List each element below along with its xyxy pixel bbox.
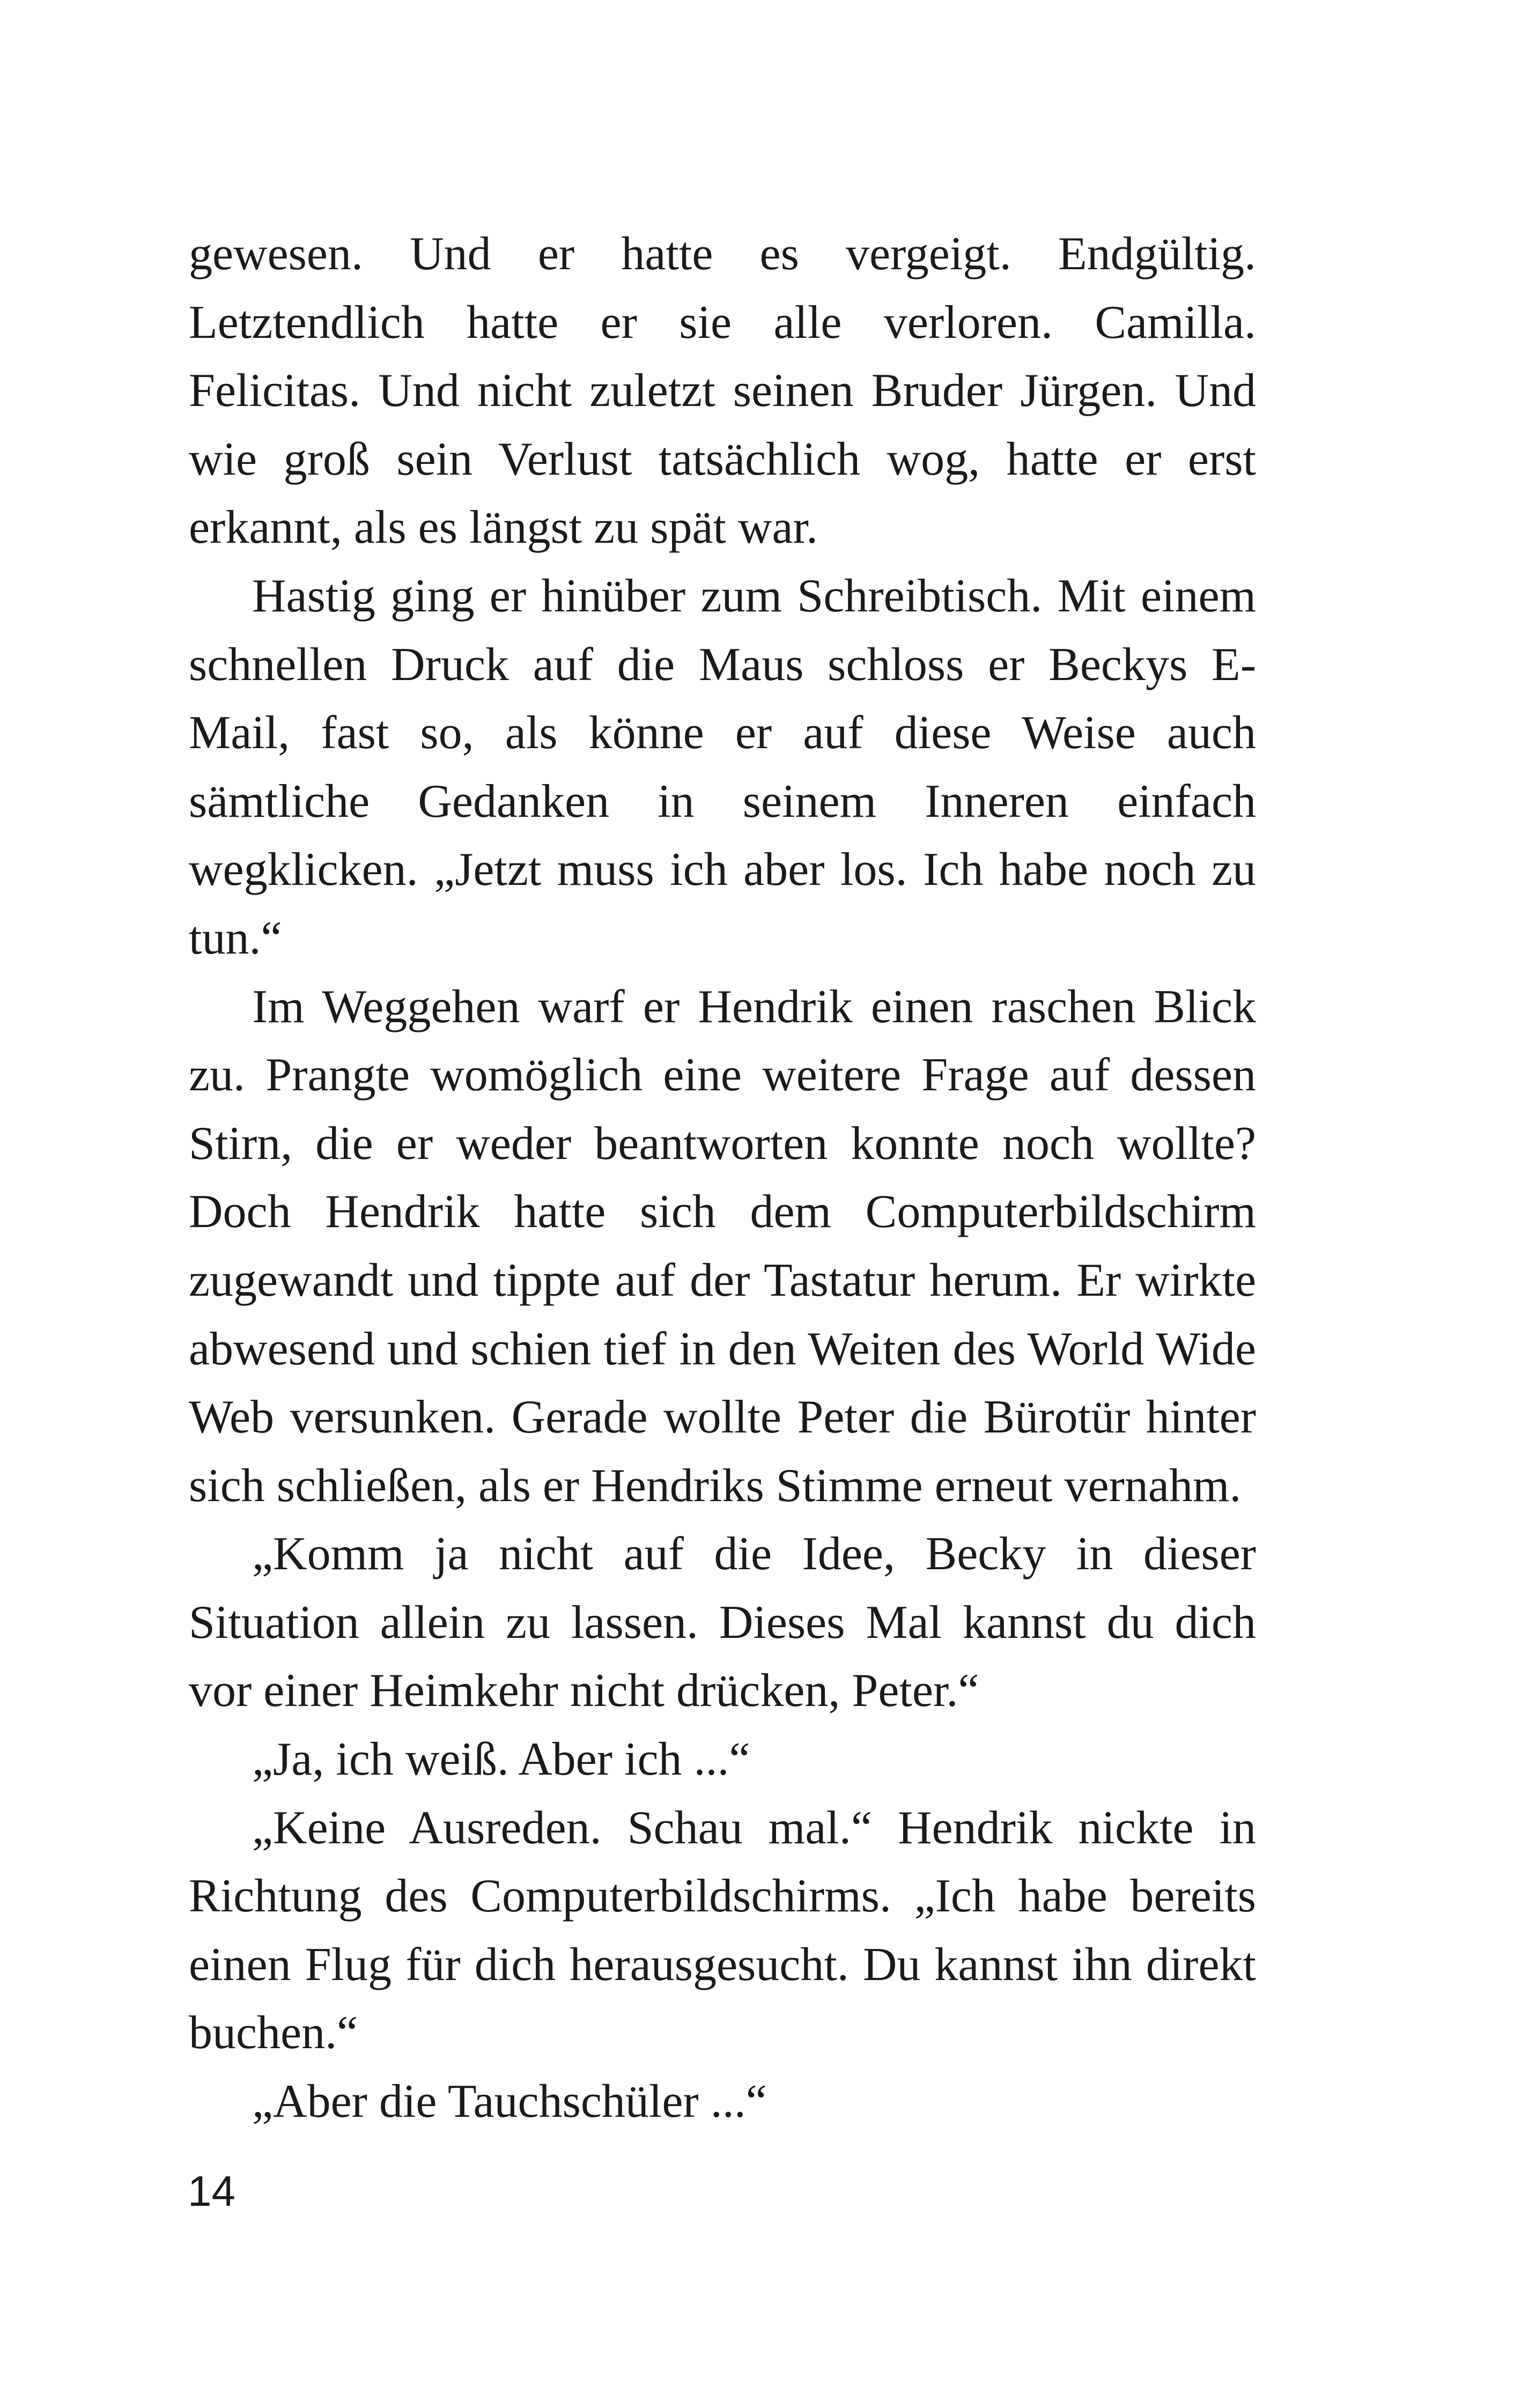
- paragraph-2: Hastig ging er hinüber zum Schreibtisch. Mit einem schnellen Druck auf die Maus schloss er Beckys E-Mail, fast so, als könne er auf diese Weise auch sämtliche Gedanken in seinem Inneren einfach wegklicken. „Jetzt muss ich aber los. Ich habe noch zu tun.“: [189, 570, 1256, 964]
- paragraph-1: gewesen. Und er hatte es vergeigt. Endgültig. Letztendlich hatte er sie alle verloren. Camilla. Felicitas. Und nicht zuletzt seinen Bruder Jürgen. Und wie groß sein Verlust tatsächlich wog, hatte er erst erkannt, als es längst zu spät war.: [189, 228, 1256, 554]
- page-number: 14: [188, 2167, 235, 2215]
- paragraph-5: „Ja, ich weiß. Aber ich ...“: [252, 1733, 750, 1786]
- body-text: [189, 220, 1256, 2136]
- paragraph-7: „Aber die Tauchschüler ...“: [252, 2075, 767, 2128]
- paragraph-4: „Komm ja nicht auf die Idee, Becky in dieser Situation allein zu lassen. Dieses Mal kannst du dich vor einer Heimkehr nicht drücken, Peter.“: [189, 1528, 1256, 1717]
- paragraph-3: Im Weggehen warf er Hendrik einen raschen Blick zu. Prangte womöglich eine weitere Frage auf dessen Stirn, die er weder beantworten konnte noch wollte? Doch Hendrik hatte sich dem Computerbildschirm zugewandt und tippte auf der Tastatur herum. Er wirkte abwesend und schien tief in den Weiten des World Wide Web versunken. Gerade wollte Peter die Bürotür hinter sich schließen, als er Hendriks Stimme erneut vernahm.: [189, 980, 1256, 1512]
- paragraph-6: „Keine Ausreden. Schau mal.“ Hendrik nickte in Richtung des Computerbildschirms. „Ich habe bereits einen Flug für dich herausgesucht. Du kannst ihn direkt buchen.“: [189, 1801, 1256, 2059]
